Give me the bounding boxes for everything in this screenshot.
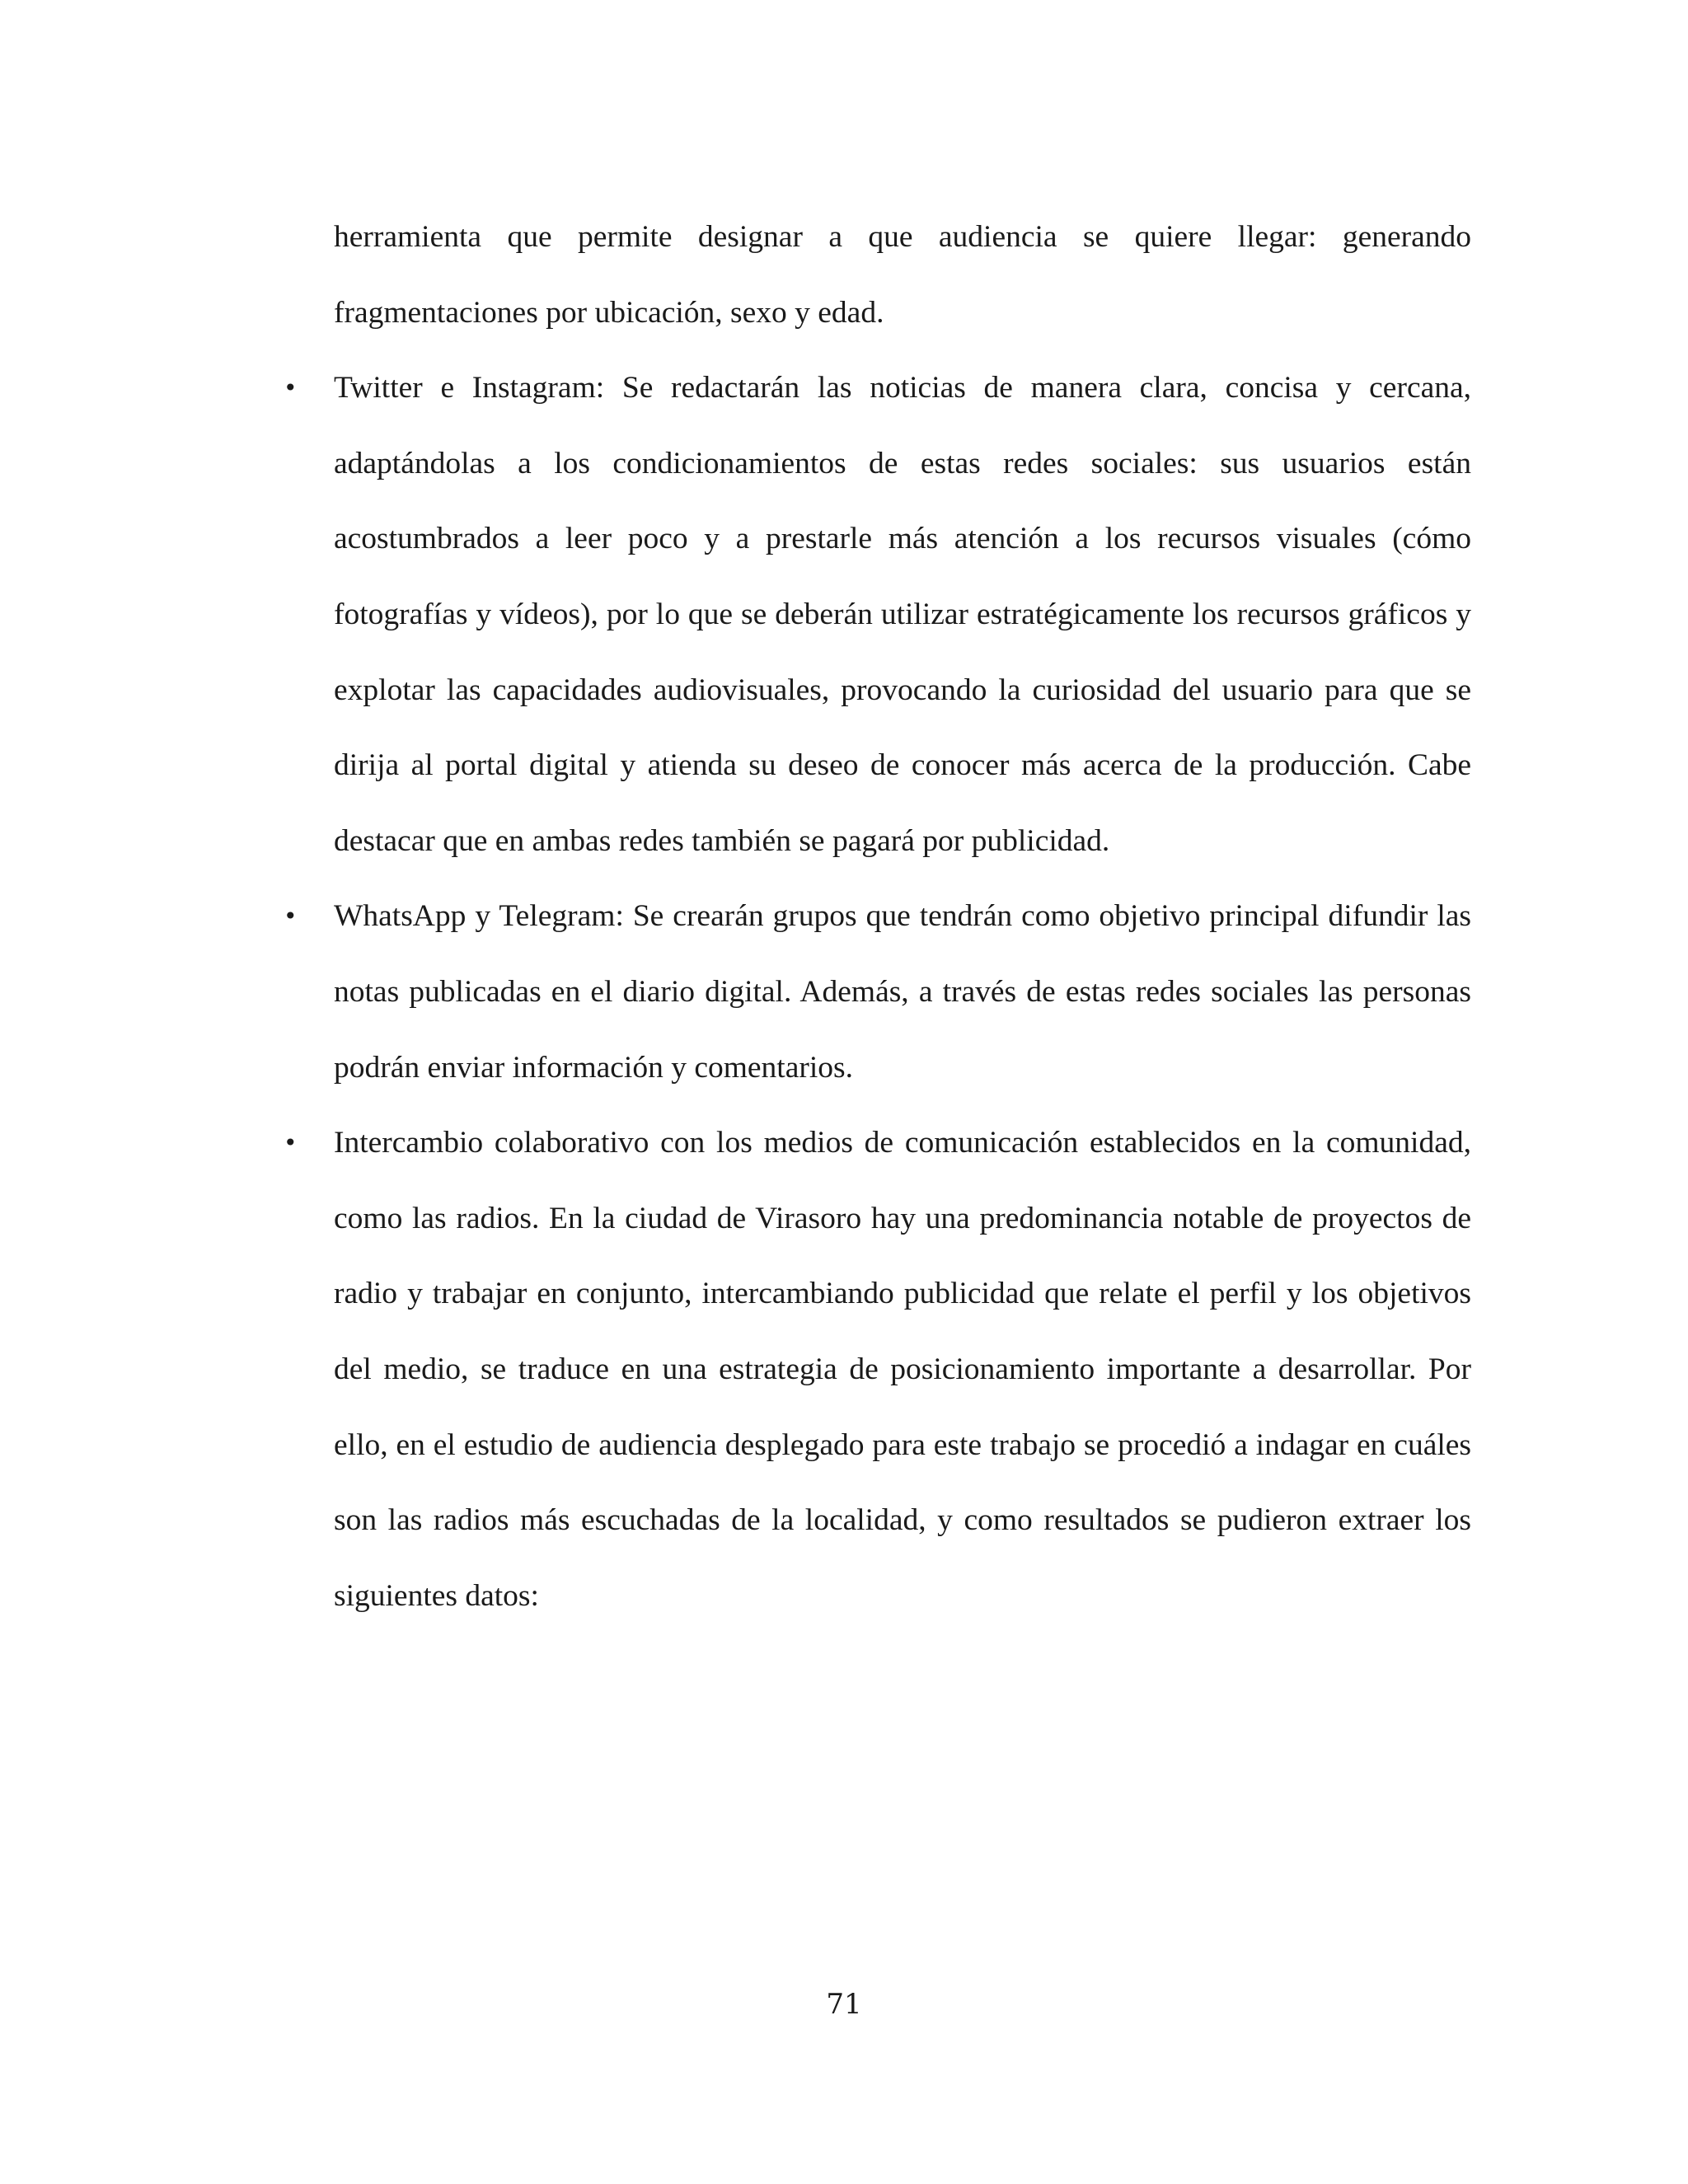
bullet-list [284,350,1471,1633]
body-text [284,199,1471,1633]
list-item [284,879,1471,1105]
bullet-icon: • [284,902,298,930]
page-number: 71 [826,1988,862,2021]
list-item-text: WhatsApp y Telegram: Se crearán grupos que tendrán como objetivo principal difundir las notas publicadas en el diario digital. Además, a través de estas redes sociales las personas podrán enviar información y comentarios. [334,899,1471,1085]
list-item-text: Intercambio colaborativo con los medios de comunicación establecidos en la comunidad, como las radios. En la ciudad de Virasoro hay una predominancia notable de proyectos de radio y trabajar en conjunto, intercambiando publicidad que relate el perfil y los objetivos del medio, se traduce en una estrategia de posicionamiento importante a desarrollar. Por ello, en el estudio de audiencia desplegado para este trabajo se procedió a indagar en cuáles son las radios más escuchadas de la localidad, y como resultados se pudieron extraer los siguientes datos: [334,1126,1471,1613]
list-item-text: Twitter e Instagram: Se redactarán las noticias de manera clara, concisa y cercana, adaptándolas a los condicionamientos de estas redes sociales: sus usuarios están acostumbrados a leer poco y a prestarle más atención a los recursos visuales (cómo fotografías y vídeos), por lo que se deberán utilizar estratégicamente los recursos gráficos y explotar las capacidades audiovisuales, provocando la curiosidad del usuario para que se dirija al portal digital y atienda su deseo de conocer más acerca de la producción. Cabe destacar que en ambas redes también se pagará por publicidad. [334,371,1471,858]
bullet-icon: • [284,1129,298,1157]
list-item [284,1105,1471,1633]
bullet-icon: • [284,374,298,402]
list-item [284,350,1471,879]
continuation-paragraph: herramienta que permite designar a que audiencia se quiere llegar: generando fragmentaciones por ubicación, sexo y edad. [334,220,1471,330]
